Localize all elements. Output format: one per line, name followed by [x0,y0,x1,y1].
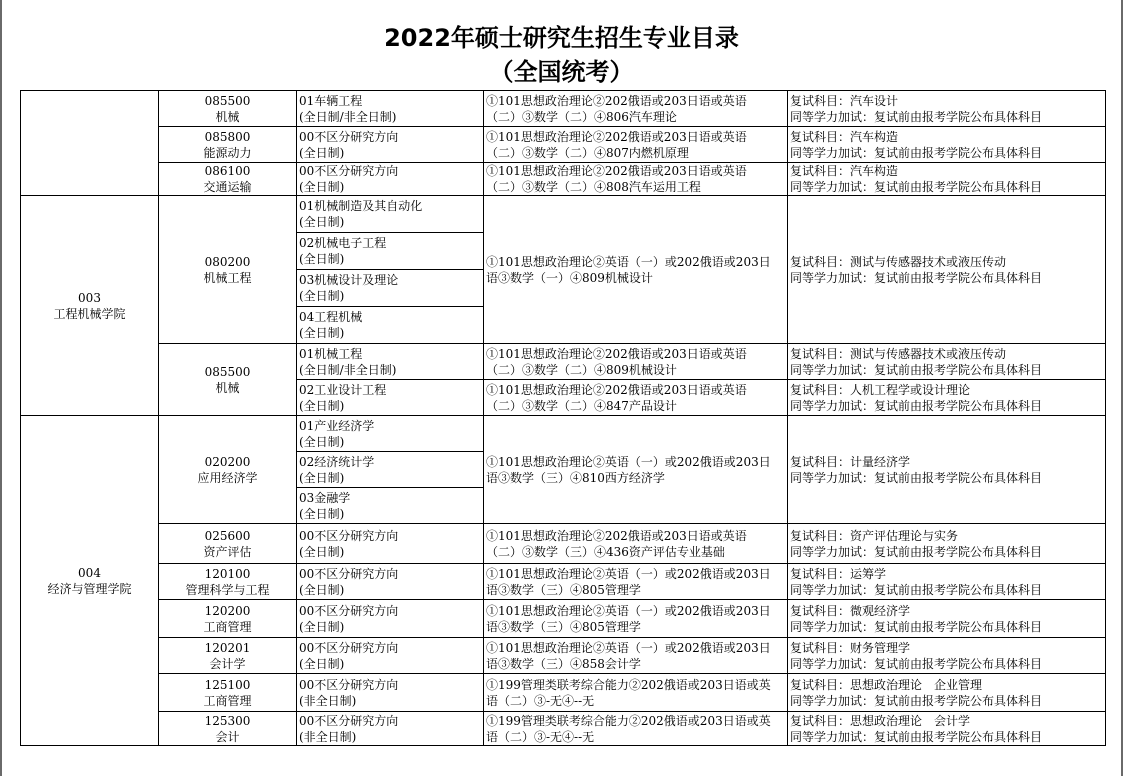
exam-line: ①101思想政治理论②英语（一）或202俄语或203日 [486,254,771,269]
table-row [21,564,1106,600]
exam-subjects-cell [484,344,788,380]
exam-line: ①199管理类联考综合能力②202俄语或203日语或英 [486,713,771,728]
study-mode: (全日制) [299,619,345,634]
direction-cell [297,488,484,524]
retest-line: 复试科目：计量经济学 [790,454,911,469]
major-catalog-table [20,90,1106,746]
major-name: 能源动力 [203,145,252,160]
direction-cell [297,344,484,380]
direction-cell [297,712,484,746]
retest-line: 同等学力加试：复试前由报考学院公布具体科目 [790,619,1043,634]
page-edge-left [0,0,2,776]
major-code: 085500 [204,93,251,108]
retest-cell [788,127,1106,163]
direction-cell [297,380,484,416]
direction-cell [297,524,484,564]
study-mode: (全日制) [299,544,345,559]
retest-line: 复试科目：运筹学 [790,566,887,581]
retest-cell [788,196,1106,344]
major-name: 会计 [215,729,240,744]
exam-line: 语③数学（三）④805管理学 [486,582,641,597]
direction-cell [297,270,484,307]
major-name: 会计学 [209,656,246,671]
major-cell [159,416,297,524]
college-cell [21,416,159,746]
exam-line: （二）③数学（三）④436资产评估专业基础 [486,544,725,559]
page-subtitle: （全国统考） [489,58,634,86]
retest-cell [788,91,1106,127]
study-mode: (全日制) [299,289,345,303]
exam-line: （二）③数学（二）④808汽车运用工程 [486,180,701,194]
direction-cell [297,233,484,270]
table-row [21,712,1106,746]
table-row [21,127,1106,163]
retest-line: 复试科目：微观经济学 [790,603,911,618]
table-row [21,674,1106,712]
direction-name: 00不区分研究方向 [299,164,399,178]
direction-cell [297,196,484,233]
study-mode: (全日制) [299,656,345,671]
retest-cell [788,416,1106,524]
direction-name: 04工程机械 [299,310,363,324]
retest-line: 同等学力加试：复试前由报考学院公布具体科目 [790,270,1043,285]
direction-cell [297,452,484,488]
table-row [21,638,1106,674]
study-mode: (全日制) [299,506,345,521]
table-row [21,163,1106,196]
exam-subjects-cell [484,380,788,416]
exam-line: 语（二）③-无④--无 [486,693,595,708]
retest-line: 复试科目：测试与传感器技术或液压传动 [790,254,1007,269]
retest-cell [788,564,1106,600]
major-name: 资产评估 [203,544,252,559]
college-cell [21,91,159,196]
direction-name: 03机械设计及理论 [299,273,399,287]
major-cell [159,127,297,163]
exam-subjects-cell [484,600,788,638]
retest-line: 复试科目：思想政治理论 企业管理 [790,677,983,692]
college-name: 经济与管理学院 [47,581,132,596]
direction-cell [297,564,484,600]
major-code: 085500 [204,364,251,379]
direction-name: 00不区分研究方向 [299,713,399,728]
retest-line: 同等学力加试：复试前由报考学院公布具体科目 [790,362,1043,377]
direction-name: 00不区分研究方向 [299,677,399,692]
major-code: 125300 [204,713,251,728]
study-mode: (全日制) [299,252,345,266]
direction-cell [297,600,484,638]
page-title: 2022年硕士研究生招生专业目录 [384,24,739,52]
major-code: 120100 [204,566,251,581]
table-row [21,524,1106,564]
study-mode: (全日制) [299,215,345,229]
direction-name: 01机械工程 [299,346,363,361]
direction-cell [297,674,484,712]
retest-cell [788,638,1106,674]
study-mode: (全日制) [299,470,345,485]
exam-line: 语（二）③-无④--无 [486,729,595,744]
study-mode: (全日制/非全日制) [299,362,397,377]
retest-line: 复试科目：财务管理学 [790,640,911,655]
exam-subjects-cell [484,127,788,163]
major-code: 086100 [204,164,251,178]
major-code: 025600 [204,528,251,543]
exam-line: 语③数学（三）④858会计学 [486,656,641,671]
major-cell [159,163,297,196]
exam-subjects-cell [484,416,788,524]
direction-name: 03金融学 [299,490,351,505]
college-code: 003 [78,290,101,305]
exam-subjects-cell [484,638,788,674]
exam-subjects-cell [484,163,788,196]
exam-line: ①101思想政治理论②英语（一）或202俄语或203日 [486,640,771,655]
exam-line: 语③数学（三）④810西方经济学 [486,470,665,485]
retest-line: 复试科目：人机工程学或设计理论 [790,382,971,397]
exam-subjects-cell [484,674,788,712]
retest-line: 复试科目：汽车设计 [790,93,899,108]
direction-name: 02工业设计工程 [299,382,387,397]
major-code: 080200 [204,254,251,269]
major-name: 机械 [215,380,240,395]
retest-line: 同等学力加试：复试前由报考学院公布具体科目 [790,145,1043,160]
retest-line: 同等学力加试：复试前由报考学院公布具体科目 [790,180,1043,194]
retest-line: 同等学力加试：复试前由报考学院公布具体科目 [790,109,1043,124]
study-mode: (全日制/非全日制) [299,109,397,124]
study-mode: (非全日制) [299,729,357,744]
study-mode: (全日制) [299,582,345,597]
exam-line: ①101思想政治理论②英语（一）或202俄语或203日 [486,603,771,618]
retest-line: 同等学力加试：复试前由报考学院公布具体科目 [790,582,1043,597]
exam-line: 语③数学（一）④809机械设计 [486,270,653,285]
major-name: 应用经济学 [197,470,258,485]
major-code: 020200 [204,454,251,469]
direction-name: 01产业经济学 [299,418,375,433]
retest-cell [788,380,1106,416]
retest-line: 复试科目：测试与传感器技术或液压传动 [790,346,1007,361]
exam-line: ①101思想政治理论②202俄语或203日语或英语 [486,528,747,543]
retest-line: 同等学力加试：复试前由报考学院公布具体科目 [790,693,1043,708]
study-mode: (全日制) [299,326,345,340]
major-cell [159,638,297,674]
table-row [21,344,1106,380]
study-mode: (全日制) [299,398,345,413]
study-mode: (全日制) [299,145,345,160]
major-cell [159,91,297,127]
retest-cell [788,712,1106,746]
exam-line: ①101思想政治理论②英语（一）或202俄语或203日 [486,454,771,469]
major-name: 工商管理 [203,619,252,634]
direction-name: 00不区分研究方向 [299,603,399,618]
major-cell [159,196,297,344]
exam-line: ①101思想政治理论②202俄语或203日语或英语 [486,93,747,108]
direction-name: 01机械制造及其自动化 [299,199,423,213]
exam-line: （二）③数学（二）④809机械设计 [486,362,677,377]
major-code: 085800 [204,129,251,144]
direction-cell [297,127,484,163]
exam-line: ①101思想政治理论②202俄语或203日语或英语 [486,164,747,178]
major-cell [159,524,297,564]
college-cell [21,196,159,416]
direction-name: 02机械电子工程 [299,236,387,250]
direction-name: 00不区分研究方向 [299,528,399,543]
table-row [21,196,1106,233]
exam-line: ①101思想政治理论②英语（一）或202俄语或203日 [486,566,771,581]
college-code: 004 [78,565,101,580]
direction-cell [297,638,484,674]
table-row [21,416,1106,452]
exam-subjects-cell [484,564,788,600]
exam-subjects-cell [484,712,788,746]
study-mode: (全日制) [299,434,345,449]
retest-line: 复试科目：汽车构造 [790,164,899,178]
college-name: 工程机械学院 [53,306,126,321]
retest-line: 复试科目：思想政治理论 会计学 [790,713,971,728]
exam-line: ①101思想政治理论②202俄语或203日语或英语 [486,346,747,361]
major-name: 工商管理 [203,693,252,708]
retest-cell [788,600,1106,638]
exam-line: 语③数学（三）④805管理学 [486,619,641,634]
retest-line: 复试科目：资产评估理论与实务 [790,528,959,543]
exam-line: ①199管理类联考综合能力②202俄语或203日语或英 [486,677,771,692]
major-name: 交通运输 [203,180,252,194]
direction-name: 02经济统计学 [299,454,375,469]
exam-subjects-cell [484,196,788,344]
direction-cell [297,91,484,127]
major-code: 125100 [204,677,251,692]
retest-cell [788,524,1106,564]
exam-line: （二）③数学（二）④806汽车理论 [486,109,677,124]
retest-line: 同等学力加试：复试前由报考学院公布具体科目 [790,544,1043,559]
major-name: 机械工程 [203,270,252,285]
direction-name: 00不区分研究方向 [299,566,399,581]
exam-subjects-cell [484,524,788,564]
major-name: 机械 [215,109,240,124]
retest-line: 同等学力加试：复试前由报考学院公布具体科目 [790,398,1043,413]
major-name: 管理科学与工程 [185,582,270,597]
direction-name: 01车辆工程 [299,93,363,108]
direction-cell [297,163,484,196]
retest-cell [788,674,1106,712]
exam-line: ①101思想政治理论②202俄语或203日语或英语 [486,129,747,144]
retest-line: 同等学力加试：复试前由报考学院公布具体科目 [790,729,1043,744]
major-cell [159,712,297,746]
retest-cell [788,163,1106,196]
retest-cell [788,344,1106,380]
direction-name: 00不区分研究方向 [299,640,399,655]
major-cell [159,600,297,638]
retest-line: 同等学力加试：复试前由报考学院公布具体科目 [790,470,1043,485]
major-code: 120201 [204,640,251,655]
exam-line: （二）③数学（二）④847产品设计 [486,398,677,413]
direction-name: 00不区分研究方向 [299,129,399,144]
study-mode: (全日制) [299,180,345,194]
retest-line: 复试科目：汽车构造 [790,129,899,144]
table-row [21,600,1106,638]
exam-line: （二）③数学（二）④807内燃机原理 [486,145,689,160]
major-cell [159,674,297,712]
study-mode: (非全日制) [299,693,357,708]
direction-cell [297,307,484,344]
direction-cell [297,416,484,452]
major-cell [159,564,297,600]
exam-line: ①101思想政治理论②202俄语或203日语或英语 [486,382,747,397]
major-code: 120200 [204,603,251,618]
exam-subjects-cell [484,91,788,127]
table-row [21,91,1106,127]
retest-line: 同等学力加试：复试前由报考学院公布具体科目 [790,656,1043,671]
major-cell [159,344,297,416]
